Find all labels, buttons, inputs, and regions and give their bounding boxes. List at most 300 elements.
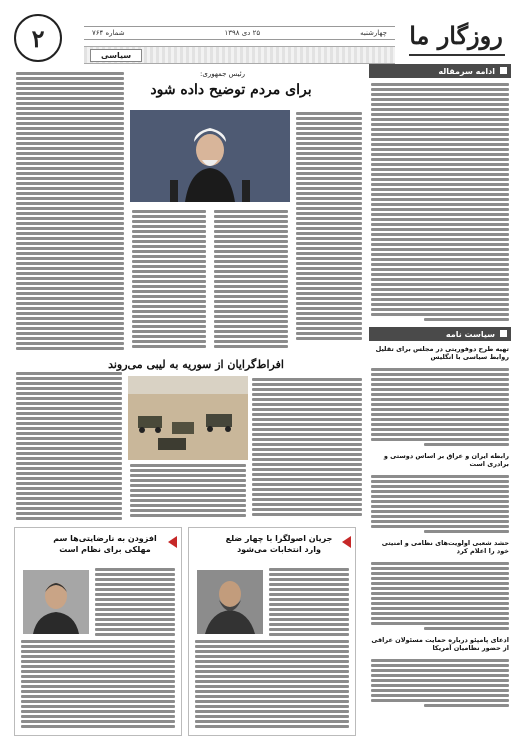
text-line [132, 245, 206, 248]
text-line [16, 127, 124, 130]
text-line [16, 392, 122, 395]
text-line [130, 509, 246, 512]
convoy-photo [128, 376, 248, 460]
text-line [16, 347, 124, 350]
text-line [371, 567, 509, 570]
text-line [371, 208, 509, 211]
text-line [95, 568, 175, 571]
text-line [21, 720, 175, 723]
text-line [214, 325, 288, 328]
text-line [371, 368, 509, 371]
text-line [95, 628, 175, 631]
text-line [296, 267, 362, 270]
text-line [21, 670, 175, 673]
text-line [132, 270, 206, 273]
text-line [371, 418, 509, 421]
text-line [371, 572, 509, 575]
text-line [371, 669, 509, 672]
text-line [296, 182, 362, 185]
text-line [371, 228, 509, 231]
text-line [95, 613, 175, 616]
news-headline-1: تهیه طرح دوفوریتی در مجلس برای تقلیل روابط سیاسی با انگلیس [375, 345, 509, 362]
text-line [214, 275, 288, 278]
text-line [371, 408, 509, 411]
text-line [252, 493, 362, 496]
text-line [16, 117, 124, 120]
text-line [16, 112, 124, 115]
text-line [371, 582, 509, 585]
text-line [16, 417, 122, 420]
text-line [371, 173, 509, 176]
text-line [16, 282, 124, 285]
text-line [371, 495, 509, 498]
portrait-illustration-middle [197, 570, 263, 634]
text-line [371, 98, 509, 101]
text-line [371, 689, 509, 692]
text-line [296, 197, 362, 200]
portrait-illustration-left [23, 570, 89, 634]
text-line [16, 77, 124, 80]
text-line [132, 250, 206, 253]
text-line [16, 457, 122, 460]
text-line [269, 568, 349, 571]
text-line [195, 690, 349, 693]
text-column [14, 370, 124, 522]
text-line [16, 217, 124, 220]
text-line [21, 680, 175, 683]
text-line [130, 484, 246, 487]
text-line [132, 220, 206, 223]
text-line [371, 438, 509, 441]
news-headline-3: حشد شعبی اولویت‌های نظامی و امنیتی خود را اعلام کرد [381, 538, 509, 556]
text-line [371, 617, 509, 620]
logo-underline [409, 54, 505, 56]
text-line [371, 123, 509, 126]
text-line [16, 107, 124, 110]
convoy-illustration [128, 376, 248, 460]
text-line [214, 280, 288, 283]
news-text-4 [369, 654, 511, 707]
text-line [371, 500, 509, 503]
text-line [371, 393, 509, 396]
text-line [269, 603, 349, 606]
text-line [252, 378, 362, 381]
text-line [16, 372, 122, 375]
text-line [371, 303, 509, 306]
text-line [16, 157, 124, 160]
text-line [296, 162, 362, 165]
text-line [296, 232, 362, 235]
text-line [16, 442, 122, 445]
text-line [195, 650, 349, 653]
text-line [95, 583, 175, 586]
text-line [130, 494, 246, 497]
text-line [269, 588, 349, 591]
text-line [132, 255, 206, 258]
text-line [21, 665, 175, 668]
text-line [252, 513, 362, 516]
text-line [371, 138, 509, 141]
text-column [250, 376, 364, 518]
text-line [371, 178, 509, 181]
text-line [371, 684, 509, 687]
portrait-photo-middle [197, 570, 263, 634]
text-line [371, 113, 509, 116]
text-line [296, 167, 362, 170]
text-column [294, 110, 364, 342]
news-text-3 [369, 557, 511, 630]
text-line [130, 464, 246, 467]
text-line [95, 608, 175, 611]
text-line [16, 82, 124, 85]
text-line [130, 504, 246, 507]
text-line [296, 302, 362, 305]
text-line [371, 203, 509, 206]
text-line [269, 583, 349, 586]
text-line [16, 242, 124, 245]
text-line [296, 307, 362, 310]
text-line [296, 227, 362, 230]
text-line [16, 382, 122, 385]
text-line [214, 225, 288, 228]
text-line [214, 335, 288, 338]
text-line [371, 515, 509, 518]
text-line [269, 623, 349, 626]
text-line [21, 725, 175, 728]
text-line [371, 268, 509, 271]
text-line [214, 250, 288, 253]
text-line [371, 398, 509, 401]
text-line [16, 297, 124, 300]
text-line [214, 330, 288, 333]
text-line [16, 182, 124, 185]
date: ۲۵ دی ۱۳۹۸ [224, 29, 261, 37]
text-line [214, 285, 288, 288]
text-line [132, 260, 206, 263]
lead-kicker: رئیس جمهوری: [200, 70, 246, 78]
text-line [296, 247, 362, 250]
text-line [16, 132, 124, 135]
text-line [214, 240, 288, 243]
text-line [371, 128, 509, 131]
text-line [214, 340, 288, 343]
text-line [16, 122, 124, 125]
text-line [371, 308, 509, 311]
text-line [296, 317, 362, 320]
text-line [195, 685, 349, 688]
text-line [371, 213, 509, 216]
text-line [95, 623, 175, 626]
text-line [130, 499, 246, 502]
text-line [16, 397, 122, 400]
text-line [132, 315, 206, 318]
text-line [132, 320, 206, 323]
text-line [371, 505, 509, 508]
text-line [16, 212, 124, 215]
text-line [296, 327, 362, 330]
issue-number: شماره ۷۶۴ [92, 29, 125, 37]
text-line [296, 332, 362, 335]
text-line [16, 187, 124, 190]
text-line [371, 118, 509, 121]
text-line [371, 485, 509, 488]
text-line [16, 192, 124, 195]
text-line [371, 243, 509, 246]
text-line [95, 593, 175, 596]
text-line [16, 432, 122, 435]
text-line [371, 520, 509, 523]
text-line [296, 157, 362, 160]
text-line [269, 573, 349, 576]
text-line [95, 588, 175, 591]
text-line [252, 433, 362, 436]
text-line [252, 418, 362, 421]
text-line [16, 407, 122, 410]
text-line [195, 660, 349, 663]
text-line [371, 278, 509, 281]
text-line [214, 255, 288, 258]
text-line [252, 443, 362, 446]
second-headline: افراط‌گرایان از سوریه به لیبی می‌روند [108, 358, 284, 371]
text-line [21, 640, 175, 643]
text-line [214, 320, 288, 323]
text-line [16, 237, 124, 240]
text-line [371, 403, 509, 406]
text-line [16, 467, 122, 470]
text-line [296, 112, 362, 115]
text-line [21, 690, 175, 693]
text-line [371, 510, 509, 513]
text-line [296, 132, 362, 135]
text-line [296, 152, 362, 155]
text-line [21, 700, 175, 703]
text-line [371, 148, 509, 151]
text-line [132, 235, 206, 238]
text-line [214, 315, 288, 318]
text-line [252, 438, 362, 441]
text-line [371, 108, 509, 111]
text-line [16, 497, 122, 500]
text-line [269, 593, 349, 596]
text-line [16, 387, 122, 390]
text-line [21, 660, 175, 663]
text-line [252, 468, 362, 471]
text-line [269, 618, 349, 621]
text-line [269, 608, 349, 611]
text-line [16, 402, 122, 405]
news-text-1 [369, 363, 511, 446]
newspaper-logo: روزگار ما [409, 21, 503, 50]
text-line [195, 700, 349, 703]
weekday: چهارشنبه [360, 29, 387, 37]
text-line [214, 290, 288, 293]
text-line [16, 72, 124, 75]
text-column [93, 566, 177, 638]
text-line [214, 265, 288, 268]
text-line [16, 97, 124, 100]
text-line [95, 618, 175, 621]
text-line [16, 502, 122, 505]
text-line [132, 295, 206, 298]
text-line [371, 258, 509, 261]
text-line [296, 147, 362, 150]
text-line [296, 312, 362, 315]
text-line [16, 257, 124, 260]
text-line [371, 283, 509, 286]
text-line [371, 428, 509, 431]
text-line [16, 87, 124, 90]
text-line [371, 383, 509, 386]
text-line [371, 490, 509, 493]
text-line [132, 300, 206, 303]
text-line [371, 475, 509, 478]
text-line [195, 720, 349, 723]
text-line [214, 215, 288, 218]
text-column [130, 208, 208, 350]
text-line [21, 655, 175, 658]
text-line [371, 622, 509, 625]
text-line [371, 607, 509, 610]
text-line [252, 488, 362, 491]
text-line [130, 474, 246, 477]
text-line [371, 158, 509, 161]
text-line [16, 102, 124, 105]
text-line [214, 235, 288, 238]
text-line [195, 725, 349, 728]
text-line [195, 705, 349, 708]
text-line [195, 715, 349, 718]
text-line [371, 298, 509, 301]
text-line [296, 137, 362, 140]
text-column [128, 462, 248, 519]
text-line [371, 694, 509, 697]
text-line [296, 217, 362, 220]
text-line [16, 172, 124, 175]
text-line [371, 93, 509, 96]
text-line [424, 627, 509, 630]
politics-notes-heading: سیاست نامه [369, 327, 511, 341]
text-line [252, 403, 362, 406]
text-line [296, 207, 362, 210]
text-line [16, 147, 124, 150]
red-marker-icon [342, 536, 351, 548]
text-line [16, 202, 124, 205]
text-line [296, 117, 362, 120]
text-line [16, 277, 124, 280]
portrait-photo-left [23, 570, 89, 634]
section-tag: سیاسی [90, 49, 142, 62]
text-line [371, 143, 509, 146]
text-line [296, 252, 362, 255]
text-line [95, 633, 175, 636]
text-line [296, 272, 362, 275]
text-line [252, 458, 362, 461]
text-line [371, 679, 509, 682]
text-line [371, 88, 509, 91]
text-line [296, 242, 362, 245]
text-line [16, 142, 124, 145]
text-line [371, 293, 509, 296]
text-line [16, 477, 122, 480]
section-bar [84, 46, 395, 64]
text-line [16, 507, 122, 510]
text-line [16, 232, 124, 235]
text-line [371, 378, 509, 381]
text-line [252, 483, 362, 486]
text-line [16, 227, 124, 230]
text-line [371, 163, 509, 166]
text-line [252, 503, 362, 506]
text-line [16, 177, 124, 180]
text-line [371, 612, 509, 615]
text-line [252, 463, 362, 466]
text-line [214, 220, 288, 223]
text-line [16, 482, 122, 485]
text-line [252, 453, 362, 456]
text-line [296, 297, 362, 300]
text-line [21, 695, 175, 698]
text-line [132, 345, 206, 348]
text-line [296, 277, 362, 280]
text-line [214, 245, 288, 248]
text-line [16, 307, 124, 310]
text-line [424, 443, 509, 446]
text-line [296, 127, 362, 130]
text-line [371, 577, 509, 580]
text-line [371, 288, 509, 291]
text-line [371, 238, 509, 241]
text-line [371, 388, 509, 391]
left-box-title: افزودن به نارضایتی‌ها سم مهلکی برای نظام است [53, 534, 157, 554]
text-line [296, 187, 362, 190]
text-line [16, 422, 122, 425]
text-line [132, 310, 206, 313]
text-line [252, 408, 362, 411]
text-line [16, 462, 122, 465]
text-line [214, 310, 288, 313]
text-line [371, 83, 509, 86]
opinion-box-left [14, 527, 182, 736]
text-line [424, 318, 509, 321]
text-line [252, 393, 362, 396]
text-line [95, 603, 175, 606]
text-line [371, 313, 509, 316]
editorial-continued-heading: ادامه سرمقاله [369, 64, 511, 78]
text-line [195, 645, 349, 648]
text-line [16, 162, 124, 165]
text-line [16, 517, 122, 520]
editorial-text [369, 78, 511, 321]
text-line [252, 383, 362, 386]
text-line [252, 413, 362, 416]
text-line [16, 332, 124, 335]
text-line [16, 322, 124, 325]
text-line [195, 670, 349, 673]
text-line [195, 680, 349, 683]
text-line [195, 655, 349, 658]
text-line [371, 373, 509, 376]
text-line [371, 198, 509, 201]
text-line [16, 412, 122, 415]
text-line [371, 413, 509, 416]
text-line [214, 260, 288, 263]
text-line [16, 302, 124, 305]
text-line [21, 715, 175, 718]
text-line [21, 705, 175, 708]
text-line [16, 152, 124, 155]
text-line [371, 674, 509, 677]
text-line [16, 247, 124, 250]
